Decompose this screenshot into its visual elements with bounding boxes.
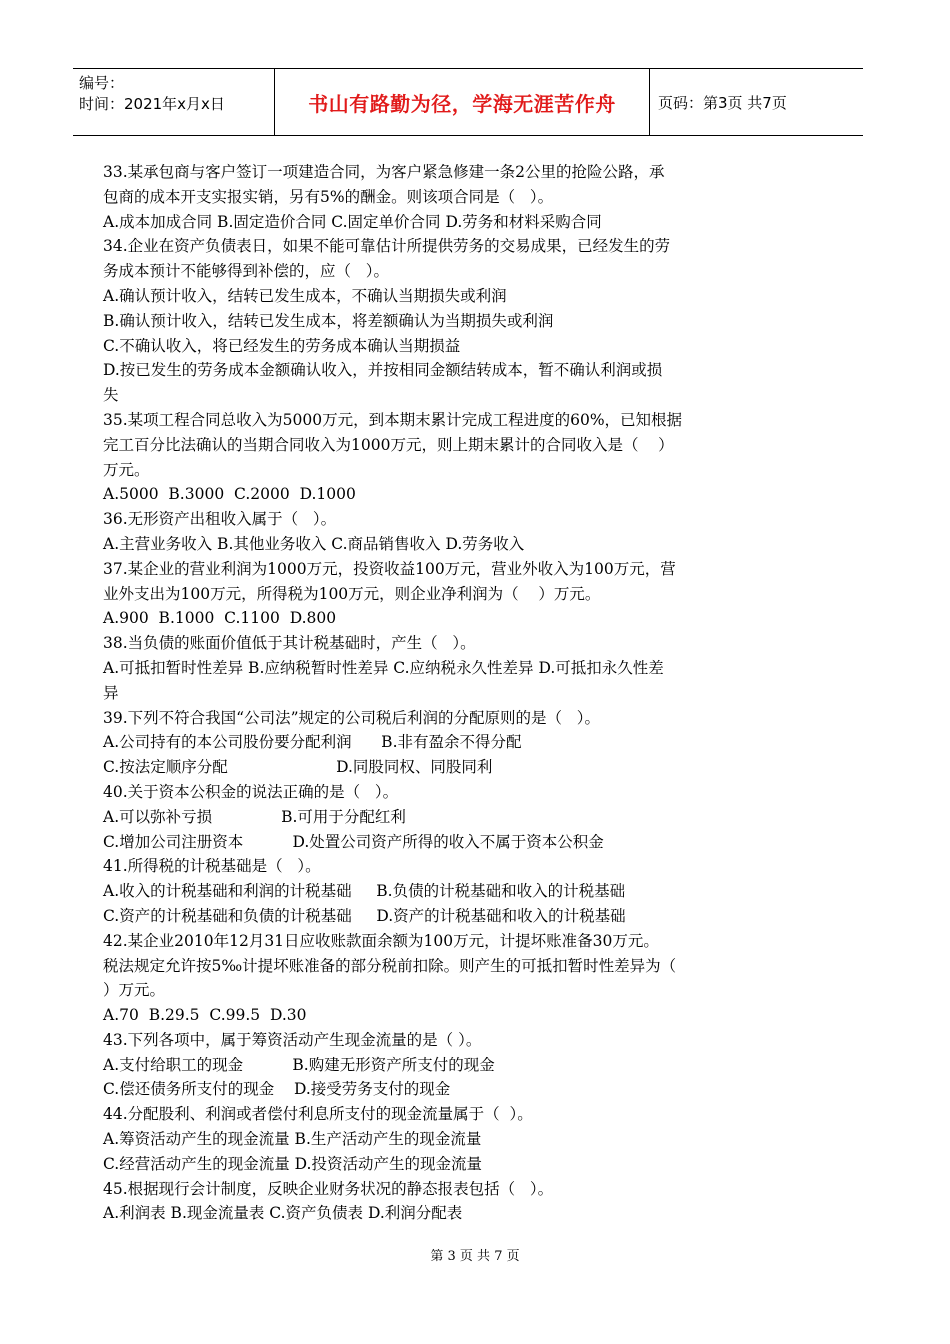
text-line: A.可抵扣暂时性差异 B.应纳税暂时性差异 C.应纳税永久性差异 D.可抵扣永久性差 — [103, 658, 664, 677]
text-line: A.可以弥补亏损 B.可用于分配红利 — [103, 807, 406, 826]
header-motto: 书山有路勤为径，学海无涯苦作舟 — [275, 69, 650, 135]
header-page-label: 页码：第3页 共7页 — [658, 93, 787, 112]
text-line: A.5000 B.3000 C.2000 D.1000 — [103, 485, 356, 504]
text-line: A.900 B.1000 C.1100 D.800 — [103, 609, 337, 628]
text-line: 35.某项工程合同总收入为5000万元，到本期末累计完成工程进度的60%，已知根据 — [103, 410, 683, 429]
text-line: A.公司持有的本公司股份要分配利润 B.非有盈余不得分配 — [103, 733, 522, 752]
header-number-label: 编号： — [79, 74, 125, 92]
text-line: C.不确认收入，将已经发生的劳务成本确认当期损益 — [103, 336, 461, 355]
text-line: 44.分配股利、利润或者偿付利息所支付的现金流量属于（ ）。 — [103, 1105, 533, 1124]
text-line: 39.下列不符合我国“公司法”规定的公司税后利润的分配原则的是（ ）。 — [103, 708, 601, 727]
text-line: 异 — [103, 683, 119, 702]
page-header — [73, 68, 863, 136]
text-line: 41.所得税的计税基础是（ ）。 — [103, 857, 321, 876]
text-line: 税法规定允许按5‰计提坏账准备的部分税前扣除。则产生的可抵扣暂时性差异为（ — [103, 956, 677, 975]
text-line: A.主营业务收入 B.其他业务收入 C.商品销售收入 D.劳务收入 — [103, 534, 525, 553]
text-line: 38.当负债的账面价值低于其计税基础时，产生（ ）。 — [103, 634, 476, 653]
text-line: 33.某承包商与客户签订一项建造合同，为客户紧急修建一条2公里的抢险公路，承 — [103, 163, 665, 181]
text-line: A.70 B.29.5 C.99.5 D.30 — [103, 1006, 307, 1025]
text-line: C.偿还债务所支付的现金 D.接受劳务支付的现金 — [103, 1080, 451, 1099]
text-line: 业外支出为100万元，所得税为100万元，则企业净利润为（ ）万元。 — [103, 584, 601, 603]
text-line: D.按已发生的劳务成本金额确认收入，并按相同金额结转成本，暂不确认利润或损 — [103, 361, 663, 380]
text-line: A.确认预计收入，结转已发生成本，不确认当期损失或利润 — [103, 286, 507, 305]
text-line: 包商的成本开支实报实销，另有5%的酬金。则该项合同是（ ）。 — [103, 187, 554, 206]
text-line: C.按法定顺序分配 D.同股同权、同股同利 — [103, 758, 493, 777]
text-line: 36.无形资产出租收入属于（ ）。 — [103, 510, 337, 529]
text-line: 45.根据现行会计制度，反映企业财务状况的静态报表包括（ ）。 — [103, 1179, 554, 1198]
text-line: 完工百分比法确认的当期合同收入为1000万元，则上期末累计的合同收入是（ ） — [103, 435, 674, 454]
header-meta — [73, 69, 275, 135]
text-line: 34.企业在资产负债表日，如果不能可靠估计所提供劳务的交易成果，已经发生的劳 — [103, 237, 671, 256]
text-line: C.增加公司注册资本 D.处置公司资产所得的收入不属于资本公积金 — [103, 832, 604, 851]
page-footer: 第 3 页 共 7 页 — [430, 1249, 520, 1264]
text-line: 务成本预计不能够得到补偿的，应（ ）。 — [103, 262, 390, 281]
text-line: C.资产的计税基础和负债的计税基础 D.资产的计税基础和收入的计税基础 — [103, 906, 626, 925]
document-body — [103, 160, 813, 1226]
text-line: 37.某企业的营业利润为1000万元，投资收益100万元，营业外收入为100万元，营 — [103, 559, 676, 578]
text-line: A.成本加成合同 B.固定造价合同 C.固定单价合同 D.劳务和材料采购合同 — [103, 212, 602, 231]
text-line: 42.某企业2010年12月31日应收账款面余额为100万元，计提坏账准备30万元。 — [103, 931, 659, 950]
text-line: ）万元。 — [103, 981, 166, 1000]
text-line: B.确认预计收入，结转已发生成本，将差额确认为当期损失或利润 — [103, 311, 554, 330]
text-line: A.收入的计税基础和利润的计税基础 B.负债的计税基础和收入的计税基础 — [103, 882, 626, 901]
text-line: C.经营活动产生的现金流量 D.投资活动产生的现金流量 — [103, 1154, 482, 1173]
text-line: A.利润表 B.现金流量表 C.资产负债表 D.利润分配表 — [103, 1204, 463, 1223]
text-line: A.筹资活动产生的现金流量 B.生产活动产生的现金流量 — [103, 1130, 482, 1149]
text-line: 失 — [103, 386, 119, 405]
header-time-label: 时间：2021年x月x日 — [79, 95, 225, 113]
text-line: A.支付给职工的现金 B.购建无形资产所支付的现金 — [103, 1055, 495, 1074]
text-line: 万元。 — [103, 460, 150, 479]
text-line: 43.下列各项中，属于筹资活动产生现金流量的是（ ）。 — [103, 1030, 482, 1049]
text-line: 40.关于资本公积金的说法正确的是（ ）。 — [103, 782, 399, 801]
